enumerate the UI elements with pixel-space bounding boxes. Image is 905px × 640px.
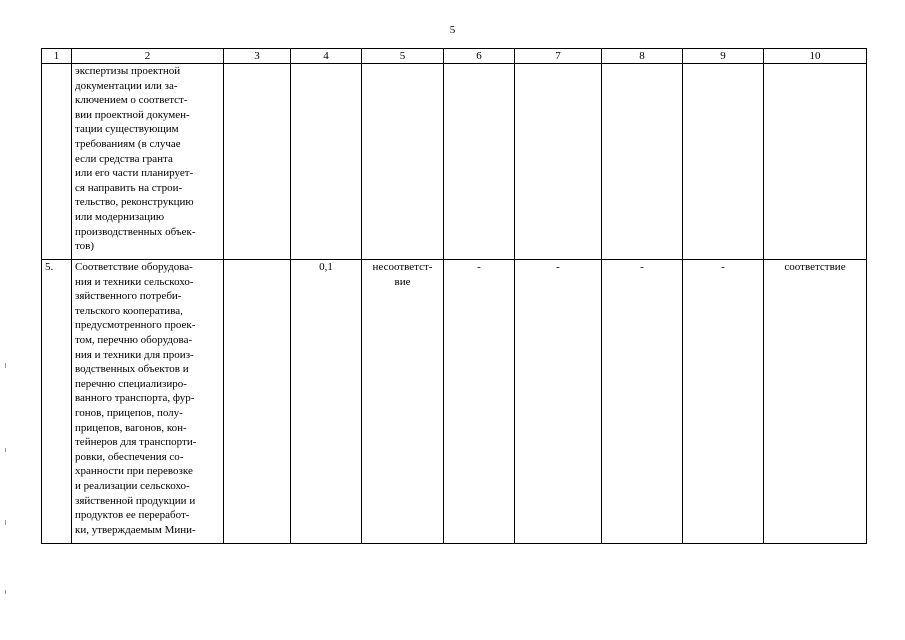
weight-cell: 0,1 bbox=[291, 260, 362, 544]
column-header: 2 bbox=[72, 49, 224, 64]
table-cell bbox=[224, 64, 291, 260]
column-header: 5 bbox=[362, 49, 444, 64]
table-cell bbox=[362, 64, 444, 260]
table-cell bbox=[444, 64, 515, 260]
table-cell bbox=[515, 64, 602, 260]
column-header: 3 bbox=[224, 49, 291, 64]
column-header: 10 bbox=[764, 49, 867, 64]
table-row bbox=[42, 64, 867, 260]
table-cell: соответствие bbox=[764, 260, 867, 544]
table-cell bbox=[764, 64, 867, 260]
column-header: 1 bbox=[42, 49, 72, 64]
table-cell bbox=[683, 64, 764, 260]
page-number: 5 bbox=[449, 24, 456, 36]
row-number bbox=[42, 64, 72, 260]
table-cell bbox=[291, 64, 362, 260]
table-cell bbox=[224, 260, 291, 544]
scan-margin-mark bbox=[5, 520, 6, 525]
table-row bbox=[42, 260, 867, 544]
table-cell: - bbox=[602, 260, 683, 544]
table-cell bbox=[602, 64, 683, 260]
row-number: 5. bbox=[42, 260, 72, 544]
column-header: 6 bbox=[444, 49, 515, 64]
column-header: 7 bbox=[515, 49, 602, 64]
table-cell: - bbox=[683, 260, 764, 544]
criteria-table bbox=[41, 48, 867, 544]
column-header: 8 bbox=[602, 49, 683, 64]
criterion-text: экспертизы проектной документации или за- ключением о соответст- вии проектной докумен- тации существующим требованиям (в случае если средства гранта или его части планирует- ся направить на строи- тельство, реконструкцию или модернизацию производственных объек- тов) bbox=[72, 64, 224, 260]
scan-margin-mark bbox=[5, 363, 6, 368]
column-header: 9 bbox=[683, 49, 764, 64]
scan-margin-mark bbox=[5, 590, 6, 594]
table-header-row bbox=[42, 49, 867, 64]
criterion-text: Соответствие оборудова- ния и техники сельскохо- зяйственного потреби- тельского кооператива, предусмотренного проек- том, перечню оборудова- ния и техники для произ- водственных объектов и перечню специализиро- ванного транспорта, фур- гонов, прицепов, полу- прицепов, вагонов, кон- тейнеров для транспорти- ровки, обеспечения со- хранности при перевозке и реализации сельскохо- зяйственной продукции и продуктов ее переработ- ки, утверждаемым Мини- bbox=[72, 260, 224, 544]
scan-margin-mark bbox=[5, 448, 6, 452]
table-cell: - bbox=[444, 260, 515, 544]
column-header: 4 bbox=[291, 49, 362, 64]
table-cell: - bbox=[515, 260, 602, 544]
table-cell: несоответст- вие bbox=[362, 260, 444, 544]
